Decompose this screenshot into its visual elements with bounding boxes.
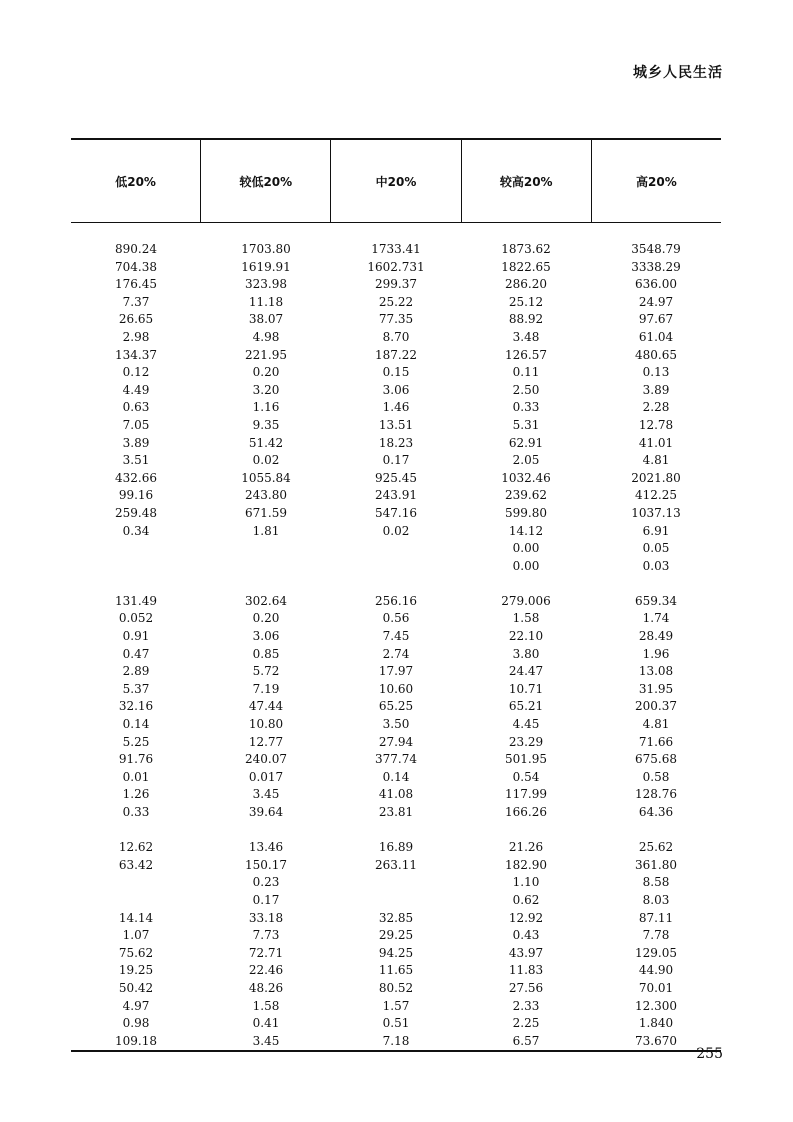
table-row — [71, 663, 721, 681]
table-row — [71, 540, 721, 558]
table-cell: 22.46 — [248, 963, 284, 978]
table-cell: 2.25 — [512, 1016, 540, 1031]
table-cell — [201, 558, 331, 576]
table-cell: 3548.79 — [631, 242, 681, 256]
table-cell: 547.16 — [375, 505, 417, 520]
header-higher-20: 较高20% — [461, 140, 591, 222]
table-cell: 97.67 — [638, 312, 674, 327]
table-cell: 1.46 — [382, 400, 410, 415]
table-cell: 0.20 — [252, 611, 280, 626]
table-row — [71, 417, 721, 435]
table-cell: 77.35 — [378, 312, 414, 327]
table-cell: 31.95 — [638, 681, 674, 696]
table-cell: 16.89 — [378, 840, 414, 855]
table-cell: 41.01 — [638, 435, 674, 450]
header-high-20: 高20% — [591, 140, 721, 222]
table-cell: 0.58 — [642, 769, 670, 784]
table-cell: 23.81 — [378, 805, 414, 819]
running-head: 城乡人民生活 — [633, 65, 723, 81]
table-cell: 1.58 — [252, 998, 280, 1013]
table-row — [71, 962, 721, 980]
table-cell: 0.47 — [122, 646, 150, 661]
table-cell: 4.49 — [122, 382, 150, 397]
table-cell: 890.24 — [115, 242, 157, 256]
table-cell: 187.22 — [375, 347, 417, 362]
table-cell: 13.46 — [248, 840, 284, 855]
table-cell: 5.72 — [252, 664, 280, 679]
table-cell: 704.38 — [115, 259, 157, 274]
table-cell: 501.95 — [505, 752, 547, 767]
table-cell: 27.56 — [508, 980, 544, 995]
table-cell: 64.36 — [638, 805, 674, 819]
table-cell: 9.35 — [252, 417, 280, 432]
table-cell: 0.98 — [122, 1016, 150, 1031]
table-cell — [71, 892, 201, 910]
table-cell: 0.05 — [642, 541, 670, 556]
table-cell: 412.25 — [635, 488, 677, 503]
table-cell: 14.12 — [508, 523, 544, 538]
table-row — [71, 998, 721, 1016]
table-cell: 13.51 — [378, 417, 414, 432]
table-cell: 4.98 — [252, 329, 280, 344]
table-cell: 3.51 — [122, 453, 150, 468]
table-cell: 4.81 — [642, 453, 670, 468]
table-row — [71, 593, 721, 611]
table-cell: 432.66 — [115, 470, 157, 485]
table-cell: 263.11 — [375, 857, 417, 872]
table-cell: 0.03 — [642, 558, 670, 573]
table-cell: 18.23 — [378, 435, 414, 450]
table-row — [71, 681, 721, 699]
table-cell: 6.91 — [642, 523, 670, 538]
table-cell: 1.58 — [512, 611, 540, 626]
table-cell: 1037.13 — [631, 505, 681, 520]
table-cell: 1.10 — [512, 875, 540, 890]
table-row — [71, 874, 721, 892]
table-cell: 1.57 — [382, 998, 410, 1013]
table-row — [71, 804, 721, 822]
table-row — [71, 311, 721, 329]
table-cell: 65.25 — [378, 699, 414, 714]
table-cell: 323.98 — [245, 277, 287, 292]
table-cell: 1.840 — [638, 1016, 674, 1031]
table-row — [71, 716, 721, 734]
table-row — [71, 382, 721, 400]
table-cell: 279.006 — [501, 593, 551, 608]
table-cell: 0.34 — [122, 523, 150, 538]
table-cell: 12.62 — [118, 840, 154, 855]
table-cell: 39.64 — [248, 805, 284, 819]
table-cell: 19.25 — [118, 963, 154, 978]
table-cell: 182.90 — [505, 857, 547, 872]
table-cell: 134.37 — [115, 347, 157, 362]
table-cell: 0.00 — [512, 558, 540, 573]
table-cell: 3.89 — [122, 435, 150, 450]
table-row — [71, 1033, 721, 1051]
table-cell: 0.23 — [252, 875, 280, 890]
table-cell: 11.18 — [248, 294, 284, 309]
table-cell: 3.89 — [642, 382, 670, 397]
table-cell: 80.52 — [378, 980, 414, 995]
table-cell: 7.45 — [382, 629, 410, 644]
table-cell — [331, 558, 461, 576]
table-cell: 3.50 — [382, 717, 410, 732]
table-cell: 3.20 — [252, 382, 280, 397]
table-cell: 671.59 — [245, 505, 287, 520]
table-row — [71, 1015, 721, 1033]
page-number: 255 — [696, 1046, 723, 1062]
table-cell: 10.80 — [248, 717, 284, 732]
table-row — [71, 769, 721, 787]
table-cell: 302.64 — [245, 593, 287, 608]
table-cell: 25.12 — [508, 294, 544, 309]
table-cell: 10.71 — [508, 681, 544, 696]
table-cell: 2021.80 — [631, 470, 681, 485]
table-cell: 0.43 — [512, 928, 540, 943]
table-cell: 0.01 — [122, 769, 150, 784]
table-row — [71, 610, 721, 628]
table-cell — [71, 874, 201, 892]
table-cell: 0.91 — [122, 629, 150, 644]
table-cell: 62.91 — [508, 435, 544, 450]
table-cell: 126.57 — [505, 347, 547, 362]
table-cell: 1619.91 — [241, 259, 291, 274]
table-cell: 8.58 — [642, 875, 670, 890]
table-cell: 5.25 — [122, 734, 150, 749]
table-row — [71, 980, 721, 998]
table-cell: 8.03 — [642, 892, 670, 907]
table-cell: 29.25 — [378, 928, 414, 943]
table-cell: 599.80 — [505, 505, 547, 520]
table-cell: 47.44 — [248, 699, 284, 714]
table-row — [71, 241, 721, 259]
table-cell: 129.05 — [635, 945, 677, 960]
table-cell: 1055.84 — [241, 470, 291, 485]
table-header-row — [71, 140, 721, 222]
table-cell: 41.08 — [378, 787, 414, 802]
table-cell: 26.65 — [118, 312, 154, 327]
table-cell: 7.05 — [122, 417, 150, 432]
table-cell: 1.96 — [642, 646, 670, 661]
table-cell: 28.49 — [638, 629, 674, 644]
table-cell: 4.81 — [642, 717, 670, 732]
table-cell: 0.02 — [252, 453, 280, 468]
table-cell: 27.94 — [378, 734, 414, 749]
table-cell: 50.42 — [118, 980, 154, 995]
table-cell: 44.90 — [638, 963, 674, 978]
table-cell: 48.26 — [248, 980, 284, 995]
table-cell: 75.62 — [118, 945, 154, 960]
table-row — [71, 698, 721, 716]
table-row — [71, 294, 721, 312]
table-row — [71, 505, 721, 523]
table-row — [71, 786, 721, 804]
table-cell: 10.60 — [378, 681, 414, 696]
table-cell: 0.02 — [382, 523, 410, 538]
table-cell: 11.65 — [378, 963, 414, 978]
table-cell: 0.20 — [252, 365, 280, 380]
table-cell: 0.12 — [122, 365, 150, 380]
table-row — [71, 857, 721, 875]
table-cell: 0.33 — [122, 805, 150, 819]
table-row — [71, 259, 721, 277]
table-cell: 176.45 — [115, 277, 157, 292]
table-cell: 109.18 — [115, 1033, 157, 1048]
table-body — [71, 223, 721, 1050]
table-cell — [331, 892, 461, 910]
table-cell: 1703.80 — [241, 242, 291, 256]
table-cell: 13.08 — [638, 664, 674, 679]
table-cell — [331, 540, 461, 558]
table-cell: 243.91 — [375, 488, 417, 503]
table-row — [71, 329, 721, 347]
table-cell: 221.95 — [245, 347, 287, 362]
table-cell: 33.18 — [248, 910, 284, 925]
table-cell: 3.06 — [252, 629, 280, 644]
table-cell: 675.68 — [635, 752, 677, 767]
table-row — [71, 892, 721, 910]
table-row — [71, 452, 721, 470]
table-row — [71, 734, 721, 752]
table-cell — [201, 540, 331, 558]
table-cell: 256.16 — [375, 593, 417, 608]
table-cell: 3338.29 — [631, 259, 681, 274]
table-cell: 21.26 — [508, 840, 544, 855]
table-cell: 636.00 — [635, 277, 677, 292]
table-cell: 361.80 — [635, 857, 677, 872]
table-row — [71, 523, 721, 541]
table-cell: 24.47 — [508, 664, 544, 679]
table-cell: 2.50 — [512, 382, 540, 397]
table-cell: 0.13 — [642, 365, 670, 380]
table-row — [71, 558, 721, 576]
header-middle-20: 中20% — [330, 140, 460, 222]
table-cell: 12.300 — [635, 998, 677, 1013]
table-cell: 12.92 — [508, 910, 544, 925]
table-cell: 94.25 — [378, 945, 414, 960]
table-cell: 12.77 — [248, 734, 284, 749]
table-cell: 377.74 — [375, 752, 417, 767]
table-row — [71, 646, 721, 664]
table-cell: 0.11 — [512, 365, 540, 380]
table-cell: 71.66 — [638, 734, 674, 749]
table-cell: 0.14 — [122, 717, 150, 732]
table-cell: 299.37 — [375, 277, 417, 292]
table-cell: 2.74 — [382, 646, 410, 661]
table-cell: 3.80 — [512, 646, 540, 661]
table-cell: 150.17 — [245, 857, 287, 872]
table-cell: 5.37 — [122, 681, 150, 696]
table-row — [71, 347, 721, 365]
table-cell: 131.49 — [115, 593, 157, 608]
table-cell: 6.57 — [512, 1033, 540, 1048]
table-cell: 4.45 — [512, 717, 540, 732]
table-cell: 0.85 — [252, 646, 280, 661]
table-cell: 1.74 — [642, 611, 670, 626]
table-cell: 51.42 — [248, 435, 284, 450]
table-cell: 0.17 — [382, 453, 410, 468]
table-cell: 24.97 — [638, 294, 674, 309]
table-cell: 70.01 — [638, 980, 674, 995]
table-cell: 0.63 — [122, 400, 150, 415]
table-cell: 7.73 — [252, 928, 280, 943]
table-cell: 0.14 — [382, 769, 410, 784]
table-row — [71, 470, 721, 488]
table-row — [71, 435, 721, 453]
table-cell: 25.62 — [638, 840, 674, 855]
table-cell: 1.07 — [122, 928, 150, 943]
table-cell: 0.33 — [512, 400, 540, 415]
table-cell: 0.15 — [382, 365, 410, 380]
table-bottom-rule — [71, 1050, 721, 1052]
table-cell: 0.41 — [252, 1016, 280, 1031]
table-cell: 2.28 — [642, 400, 670, 415]
table-cell: 200.37 — [635, 699, 677, 714]
table-cell: 63.42 — [118, 857, 154, 872]
table-row — [71, 364, 721, 382]
table-row — [71, 927, 721, 945]
table-cell: 286.20 — [505, 277, 547, 292]
header-lower-20: 较低20% — [200, 140, 330, 222]
table-row — [71, 910, 721, 928]
table-cell: 0.17 — [252, 892, 280, 907]
table-cell: 32.16 — [118, 699, 154, 714]
table-cell: 0.00 — [512, 541, 540, 556]
table-cell: 480.65 — [635, 347, 677, 362]
table-row — [71, 751, 721, 769]
table-cell: 659.34 — [635, 593, 677, 608]
table-cell: 73.670 — [635, 1033, 677, 1048]
table-cell: 7.78 — [642, 928, 670, 943]
table-cell: 61.04 — [638, 329, 674, 344]
table-cell: 243.80 — [245, 488, 287, 503]
table-cell: 128.76 — [635, 787, 677, 802]
table-cell: 22.10 — [508, 629, 544, 644]
table-cell: 1.16 — [252, 400, 280, 415]
table-cell: 5.31 — [512, 417, 540, 432]
table-cell: 25.22 — [378, 294, 414, 309]
table-cell: 3.45 — [252, 787, 280, 802]
table-cell: 32.85 — [378, 910, 414, 925]
table-cell: 1032.46 — [501, 470, 551, 485]
table-cell: 23.29 — [508, 734, 544, 749]
table-cell: 14.14 — [118, 910, 154, 925]
table-cell: 166.26 — [505, 805, 547, 819]
table-cell: 38.07 — [248, 312, 284, 327]
table-cell: 1602.731 — [367, 259, 425, 274]
table-cell — [71, 540, 201, 558]
data-table — [71, 138, 721, 1052]
table-cell: 239.62 — [505, 488, 547, 503]
table-cell: 0.017 — [248, 769, 284, 784]
table-row — [71, 276, 721, 294]
table-cell: 0.51 — [382, 1016, 410, 1031]
table-cell: 0.54 — [512, 769, 540, 784]
table-cell: 11.83 — [508, 963, 544, 978]
table-cell: 925.45 — [375, 470, 417, 485]
table-cell: 2.98 — [122, 329, 150, 344]
table-cell: 0.62 — [512, 892, 540, 907]
table-row — [71, 628, 721, 646]
table-cell: 4.97 — [122, 998, 150, 1013]
table-cell: 12.78 — [638, 417, 674, 432]
table-cell: 1.26 — [122, 787, 150, 802]
table-cell: 240.07 — [245, 752, 287, 767]
table-cell: 1873.62 — [501, 242, 551, 256]
table-cell: 1.81 — [252, 523, 280, 538]
table-cell: 0.052 — [118, 611, 154, 626]
table-cell: 8.70 — [382, 329, 410, 344]
table-cell: 88.92 — [508, 312, 544, 327]
table-row — [71, 839, 721, 857]
table-cell: 7.19 — [252, 681, 280, 696]
table-cell: 3.06 — [382, 382, 410, 397]
table-cell: 0.56 — [382, 611, 410, 626]
table-cell: 1822.65 — [501, 259, 551, 274]
table-cell: 3.48 — [512, 329, 540, 344]
table-row — [71, 487, 721, 505]
table-cell: 17.97 — [378, 664, 414, 679]
table-cell: 65.21 — [508, 699, 544, 714]
table-cell: 7.37 — [122, 294, 150, 309]
table-cell: 99.16 — [118, 488, 154, 503]
table-cell: 1733.41 — [371, 242, 421, 256]
table-cell: 2.05 — [512, 453, 540, 468]
table-cell — [71, 558, 201, 576]
table-cell: 2.89 — [122, 664, 150, 679]
table-cell: 91.76 — [118, 752, 154, 767]
table-cell: 87.11 — [638, 910, 674, 925]
table-row — [71, 945, 721, 963]
table-cell — [331, 874, 461, 892]
table-cell: 2.33 — [512, 998, 540, 1013]
table-cell: 3.45 — [252, 1033, 280, 1048]
table-row — [71, 399, 721, 417]
table-cell: 117.99 — [505, 787, 547, 802]
table-cell: 72.71 — [248, 945, 284, 960]
table-cell: 7.18 — [382, 1033, 410, 1048]
table-cell: 259.48 — [115, 505, 157, 520]
table-cell: 43.97 — [508, 945, 544, 960]
header-low-20: 低20% — [115, 174, 156, 189]
